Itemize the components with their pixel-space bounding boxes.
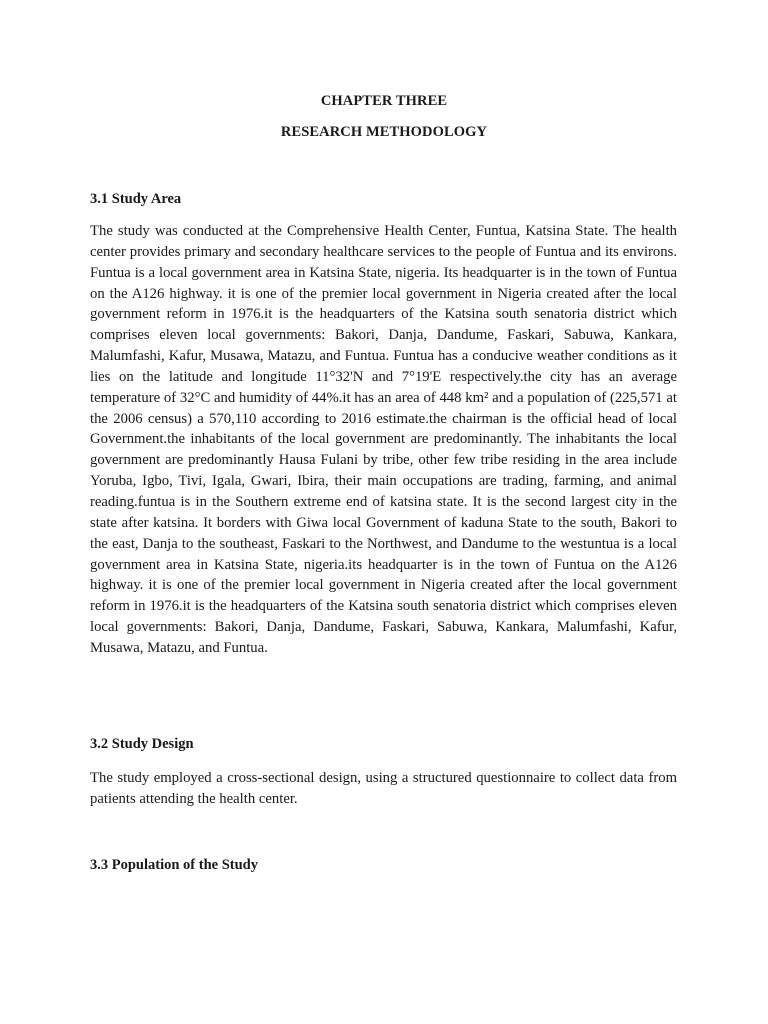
section-body-study-area: The study was conducted at the Comprehensive Health Center, Funtua, Katsina State. The health center provides primary and secondary healthcare services to the people of Funtua and its environs. Funtua is a local government area in Katsina State, nigeria. Its headquarter is in the town of Funtua on the A126 highway. it is one of the premier local government in Nigeria created after the local government reform in 1976.it is the headquarters of the Katsina south senatoria district which comprises eleven local governments: Bakori, Danja, Dandume, Faskari, Sabuwa, Kankara, Malumfashi, Kafur, Musawa, Matazu, and Funtua. Funtua has a conducive weather conditions as it lies on the latitude and longitude 11°32'N and 7°19'E respectively.the city has an average temperature of 32°C and humidity of 44%.it has an area of 448 km² and a population of (225,571 at the 2006 census) a 570,110 according to 2016 estimate.the chairman is the official head of local Government.the inhabitants of the local government are predominantly. The inhabitants the local government are predominantly Hausa Fulani by tribe, other few tribe residing in the area include Yoruba, Igbo, Tivi, Igala, Gwari, Ibira, their main occupations are trading, farming, and animal reading.funtua is in the Southern extreme end of katsina state. It is the second largest city in the state after katsina. It borders with Giwa local Government of kaduna State to the south, Bakori to the east, Danja to the southeast, Faskari to the Northwest, and Dandume to the westuntua is a local government area in Katsina State, nigeria.its headquarter is in the town of Funtua on the A126 highway. it is one of the premier local government in Nigeria created after the local government reform in 1976.it is the headquarters of the Katsina south senatoria district which comprises eleven local governments: Bakori, Danja, Dandume, Faskari, Sabuwa, Kankara, Malumfashi, Kafur, Musawa, Matazu, and Funtua. — [90, 223, 677, 656]
chapter-title: CHAPTER THREE — [320, 93, 448, 109]
chapter-subtitle: RESEARCH METHODOLOGY — [280, 124, 488, 140]
section-heading-study-area: 3.1 Study Area — [90, 191, 182, 207]
section-heading-population: 3.3 Population of the Study — [90, 857, 258, 873]
section-body-study-design: The study employed a cross-sectional design, using a structured questionnaire to collect data from patients attending the health center. — [90, 770, 677, 807]
section-heading-study-design: 3.2 Study Design — [90, 736, 194, 752]
